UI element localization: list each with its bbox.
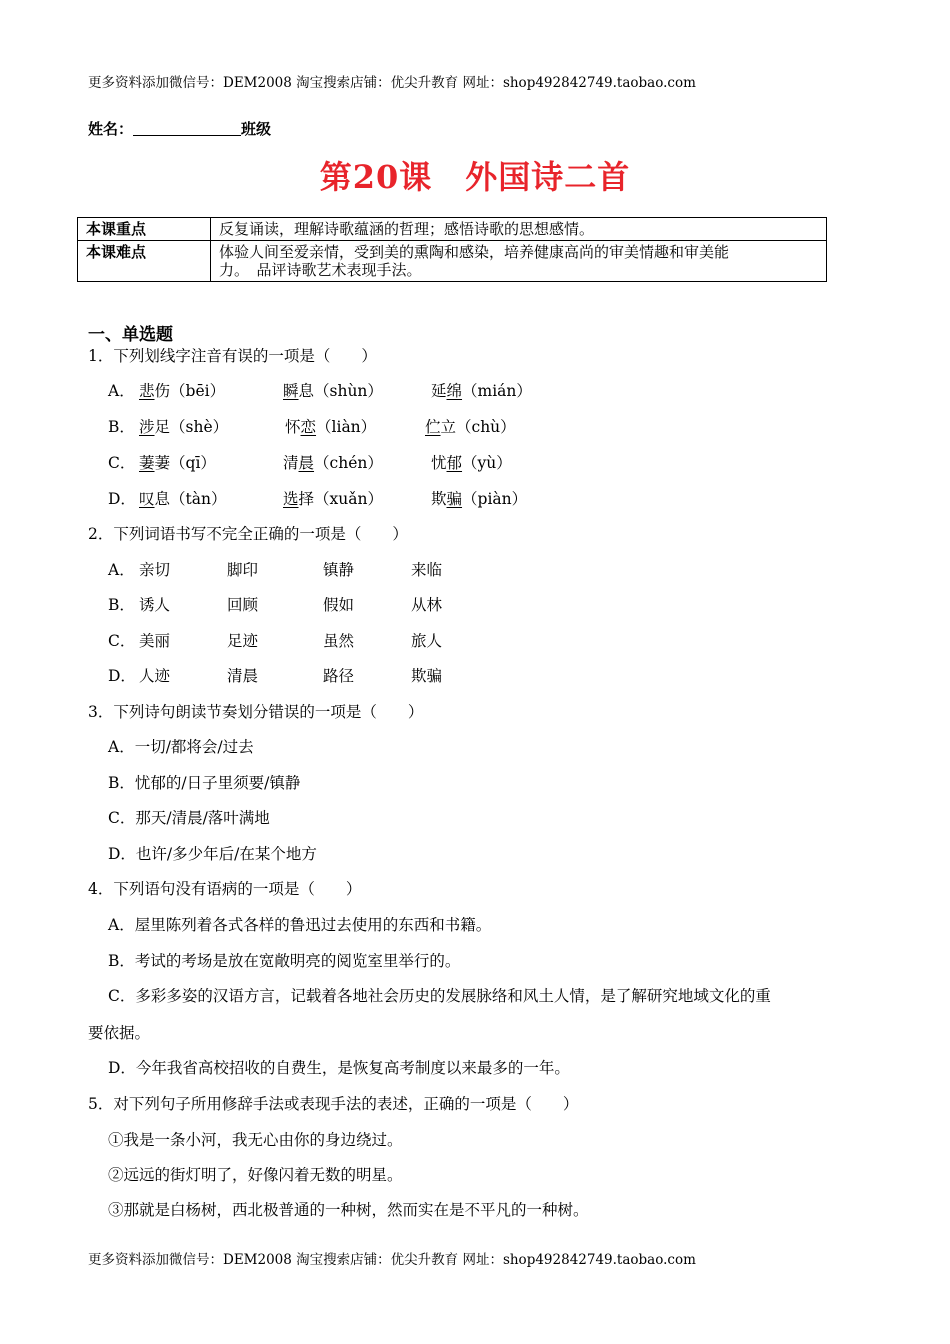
option-word: 路径 (323, 667, 355, 685)
option-label: D． (108, 667, 136, 685)
difficulty-value (211, 241, 827, 282)
option-word: 脚印 (227, 561, 259, 579)
q5-sentence-3: ③那就是白杨树，西北极普通的一种树，然而实在是不平凡的一种树。 (108, 1201, 589, 1219)
option-word: 镇静 (323, 561, 355, 579)
lesson-title: 第20课 外国诗二首 (319, 158, 631, 196)
option-label: A． (108, 561, 135, 579)
q4-option-d: D．今年我省高校招收的自费生，是恢复高考制度以来最多的一年。 (108, 1059, 570, 1077)
option-word: 亲切 (139, 561, 171, 579)
option-word: 旅人 (411, 632, 443, 650)
name-label: 姓名： (88, 120, 134, 138)
option-word: 虽然 (323, 632, 355, 650)
option-word: 伫立（chù） (425, 418, 516, 436)
key-point-label: 本课重点 (78, 218, 211, 241)
name-blank[interactable] (133, 121, 241, 136)
name-line (88, 118, 271, 139)
difficulty-line-1: 体验人间至爱亲情，受到美的熏陶和感染，培养健康高尚的审美情趣和审美能 (219, 243, 730, 261)
option-word: 回顾 (227, 596, 259, 614)
page-footer: 更多资料添加微信号：DEM2008 淘宝搜索店铺：优尖升教育 网址：shop492842749.taobao.com (88, 1252, 696, 1268)
difficulty-label: 本课难点 (78, 241, 211, 282)
page-header: 更多资料添加微信号：DEM2008 淘宝搜索店铺：优尖升教育 网址：shop492842749.taobao.com (88, 75, 696, 91)
q4-option-c-cont: 要依据。 (88, 1024, 151, 1042)
q3-option-a: A．一切/都将会/过去 (108, 738, 254, 756)
section-heading: 一、单选题 (88, 325, 173, 345)
option-word: 瞬息（shùn） (283, 382, 383, 400)
option-word: 延绵（mián） (431, 382, 532, 400)
difficulty-line-2: 力。 品评诗歌艺术表现手法。 (219, 261, 422, 279)
table-row (78, 241, 827, 282)
question-4-stem: 4．下列语句没有语病的一项是（ ） (88, 880, 362, 898)
option-word: 诱人 (139, 596, 171, 614)
q3-option-c: C．那天/清晨/落叶满地 (108, 809, 270, 827)
question-5-stem: 5．对下列句子所用修辞手法或表现手法的表述，正确的一项是（ ） (88, 1095, 579, 1113)
option-word: 足迹 (227, 632, 259, 650)
option-word: 清晨（chén） (283, 454, 383, 472)
option-word: 涉足（shè） (139, 418, 229, 436)
table-row (78, 218, 827, 241)
option-label: C． (108, 632, 136, 650)
question-1-stem: 1．下列划线字注音有误的一项是（ ） (88, 347, 377, 365)
option-word: 忧郁（yù） (431, 454, 512, 472)
option-word: 人迹 (139, 667, 171, 685)
option-word: 叹息（tàn） (139, 490, 227, 508)
option-word: 欺骗（piàn） (431, 490, 528, 508)
option-word: 清晨 (227, 667, 259, 685)
q4-option-c: C．多彩多姿的汉语方言，记载着各地社会历史的发展脉络和风土人情，是了解研究地域文化的重 (108, 987, 771, 1005)
q4-option-b: B．考试的考场是放在宽敞明亮的阅览室里举行的。 (108, 952, 461, 970)
option-word: 从林 (411, 596, 443, 614)
class-label: 班级 (241, 120, 272, 138)
option-word: 选择（xuǎn） (283, 490, 383, 508)
lesson-focus-table (77, 217, 827, 282)
option-word: 欺骗 (411, 667, 443, 685)
q3-option-b: B．忧郁的/日子里须要/镇静 (108, 774, 301, 792)
option-label: B． (108, 596, 135, 614)
option-label: D． (108, 490, 136, 508)
option-word: 萋萋（qī） (139, 454, 216, 472)
option-word: 来临 (411, 561, 443, 579)
q3-option-d: D．也许/多少年后/在某个地方 (108, 845, 317, 863)
question-3-stem: 3．下列诗句朗读节奏划分错误的一项是（ ） (88, 703, 424, 721)
option-word: 怀恋（liàn） (285, 418, 377, 436)
question-2-stem: 2．下列词语书写不完全正确的一项是（ ） (88, 525, 408, 543)
q5-sentence-1: ①我是一条小河，我无心由你的身边绕过。 (108, 1131, 403, 1149)
q4-option-a: A．屋里陈列着各式各样的鲁迅过去使用的东西和书籍。 (108, 916, 492, 934)
option-label: A． (108, 382, 135, 400)
option-word: 悲伤（bēi） (139, 382, 226, 400)
key-point-value: 反复诵读，理解诗歌蕴涵的哲理；感悟诗歌的思想感情。 (211, 218, 827, 241)
q5-sentence-2: ②远远的街灯明了，好像闪着无数的明星。 (108, 1166, 403, 1184)
option-word: 假如 (323, 596, 355, 614)
option-label: B． (108, 418, 135, 436)
option-word: 美丽 (139, 632, 171, 650)
option-label: C． (108, 454, 136, 472)
